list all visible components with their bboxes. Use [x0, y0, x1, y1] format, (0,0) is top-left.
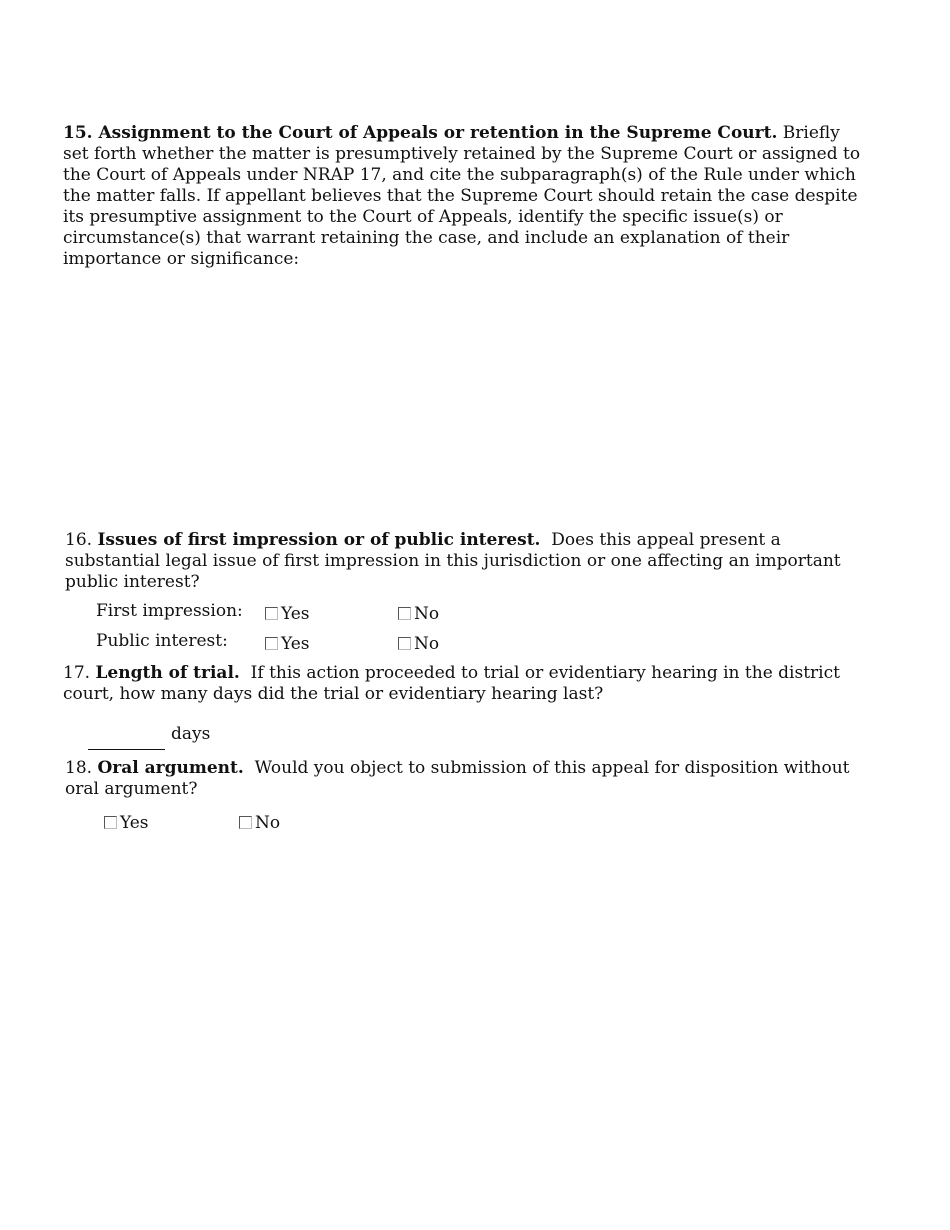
question-16-text: Does this appeal present a substantial legal issue of first impression in this jurisdiction or one affecting an important public interest? — [65, 530, 841, 592]
question-17-text: If this action proceeded to trial or evidentiary hearing in the district court, how many days did the trial or evidentiary hearing last? — [63, 663, 840, 704]
first-impression-no-label: No — [414, 604, 440, 624]
trial-days-label: days — [171, 724, 211, 744]
question-16 — [65, 530, 865, 593]
oral-argument-no-label: No — [255, 813, 281, 833]
trial-days-input[interactable] — [88, 726, 165, 748]
oral-argument-no-option[interactable] — [239, 813, 280, 834]
public-interest-no-label: No — [414, 634, 440, 654]
question-17-number: 17. — [63, 663, 91, 683]
question-15-text: Briefly set forth whether the matter is presumptively retained by the Supreme Court or assigned to the Court of Appeals under NRAP 17, and cite the subparagraph(s) of the Rule under which the matter falls. If appellant believes that the Supreme Court should retain the case despite its presumptive assignment to the Court of Appeals, identify the specific issue(s) or circumstance(s) that warrant retaining the case, and include an explanation of their importance or significance: — [63, 123, 861, 269]
first-impression-yes-label: Yes — [281, 604, 310, 624]
first-impression-no-option[interactable] — [398, 604, 439, 625]
question-18-text: Would you object to submission of this appeal for disposition without oral argument? — [65, 758, 850, 799]
public-interest-yes-option[interactable] — [265, 634, 310, 655]
public-interest-label: Public interest: — [96, 631, 228, 651]
question-16-number: 16. — [65, 530, 93, 550]
oral-argument-no-checkbox[interactable] — [239, 816, 252, 829]
oral-argument-yes-option[interactable] — [104, 813, 149, 834]
trial-days-underline — [88, 749, 165, 750]
public-interest-no-checkbox[interactable] — [398, 637, 411, 650]
question-15 — [63, 123, 863, 270]
question-18-number: 18. — [65, 758, 93, 778]
oral-argument-yes-label: Yes — [120, 813, 149, 833]
question-17 — [63, 663, 863, 705]
question-18 — [65, 758, 865, 800]
first-impression-yes-option[interactable] — [265, 604, 310, 625]
first-impression-label: First impression: — [96, 601, 243, 621]
public-interest-no-option[interactable] — [398, 634, 439, 655]
question-17-heading: Length of trial. — [95, 663, 240, 683]
public-interest-yes-checkbox[interactable] — [265, 637, 278, 650]
question-18-heading: Oral argument. — [97, 758, 244, 778]
public-interest-yes-label: Yes — [281, 634, 310, 654]
first-impression-yes-checkbox[interactable] — [265, 607, 278, 620]
question-16-heading: Issues of first impression or of public interest. — [97, 530, 541, 550]
first-impression-no-checkbox[interactable] — [398, 607, 411, 620]
question-15-heading: 15. Assignment to the Court of Appeals or retention in the Supreme Court. — [63, 123, 778, 143]
oral-argument-yes-checkbox[interactable] — [104, 816, 117, 829]
